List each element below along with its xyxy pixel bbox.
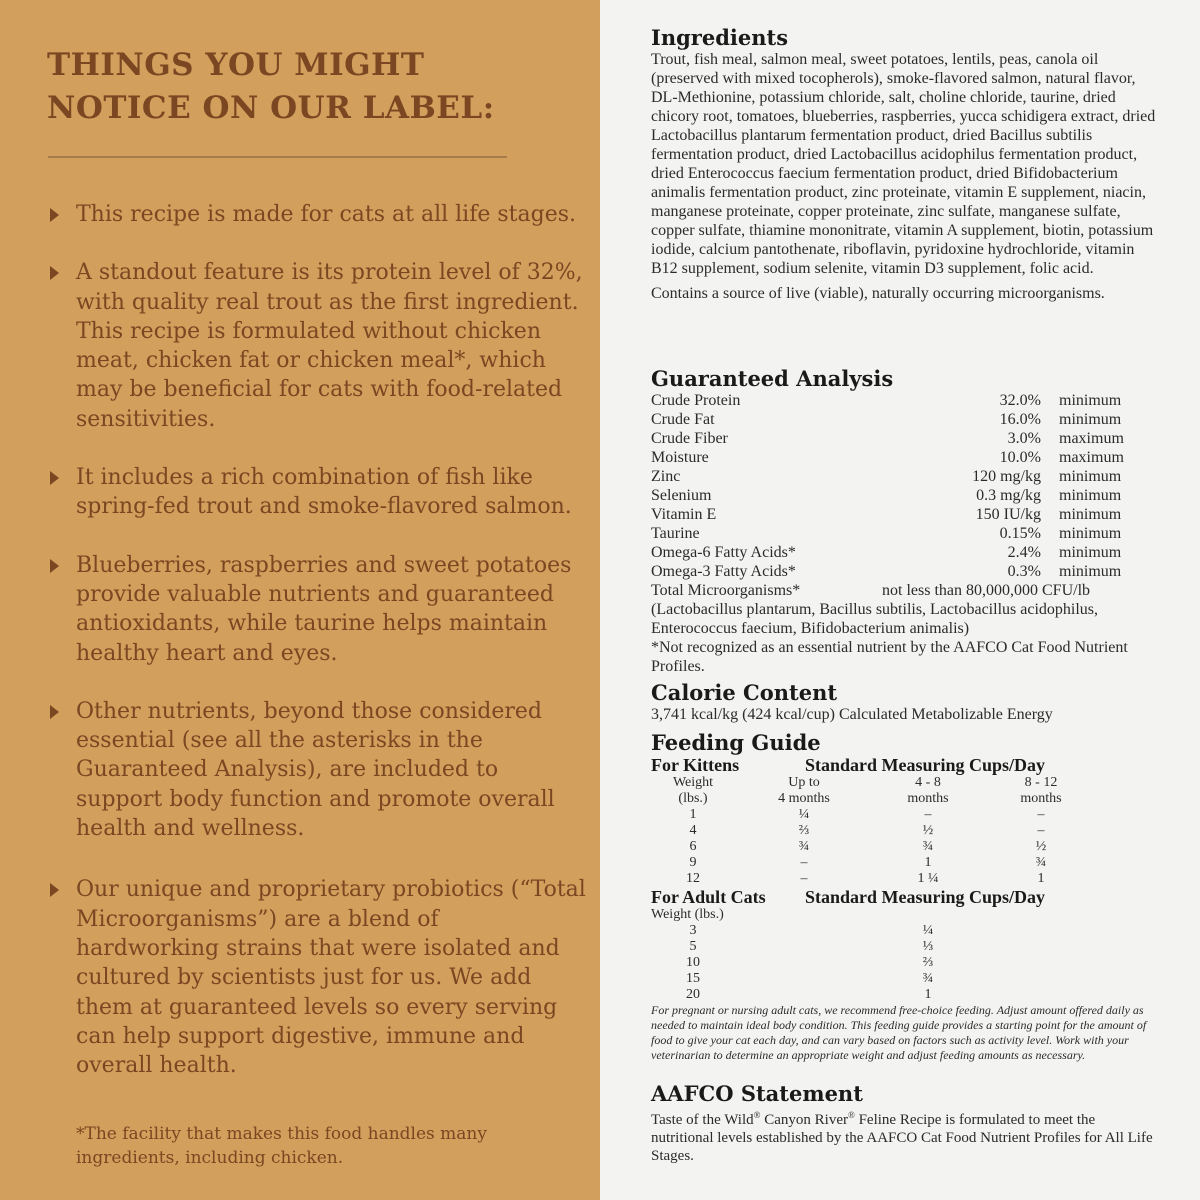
analysis-name: Taurine bbox=[651, 525, 700, 542]
analysis-value: 0.15% bbox=[999, 525, 1041, 542]
analysis-qualifier: minimum bbox=[1059, 392, 1122, 409]
microorganisms-note: Contains a source of live (viable), naturally occurring microorganisms. bbox=[651, 285, 1105, 302]
kitten-col-header bbox=[651, 791, 1161, 807]
col-header: months bbox=[1020, 791, 1062, 806]
col-header: Weight (lbs.) bbox=[651, 907, 724, 922]
title-divider bbox=[48, 156, 507, 158]
analysis-qualifier: maximum bbox=[1059, 449, 1124, 466]
feature-text: Other nutrients, beyond those considered essential (see all the asterisks in the Guaranteed Analysis), are included to support body function and promote overall health and wellness. bbox=[76, 698, 555, 842]
feature-item bbox=[48, 697, 588, 843]
table-cell: ¾ bbox=[798, 839, 810, 854]
ingredients-section bbox=[651, 26, 1161, 303]
table-cell: 1 bbox=[1037, 871, 1045, 886]
analysis-value: 150 IU/kg bbox=[975, 506, 1041, 523]
col-header: months bbox=[907, 791, 949, 806]
kitten-rows bbox=[651, 807, 1161, 887]
feature-item bbox=[48, 875, 588, 1080]
kitten-table bbox=[651, 775, 1161, 887]
kitten-col-header bbox=[651, 775, 1161, 791]
aafco-text bbox=[651, 1106, 1161, 1165]
analysis-name: Selenium bbox=[651, 487, 712, 504]
analysis-row bbox=[651, 429, 1161, 448]
analysis-name: Vitamin E bbox=[651, 506, 717, 523]
table-cell: – bbox=[800, 855, 808, 870]
adults-label: For Adult Cats bbox=[651, 887, 766, 907]
table-cell: ⅔ bbox=[922, 955, 934, 970]
table-cell: ¾ bbox=[1035, 855, 1047, 870]
ingredients-heading: Ingredients bbox=[651, 25, 789, 50]
analysis-value: 0.3 mg/kg bbox=[976, 487, 1041, 504]
triangle-bullet-icon bbox=[50, 559, 59, 573]
analysis-qualifier: minimum bbox=[1059, 563, 1122, 580]
analysis-name: Crude Fat bbox=[651, 411, 715, 428]
label-panel bbox=[600, 0, 1200, 1200]
col-header: 8 - 12 bbox=[1024, 775, 1058, 790]
table-cell: ¾ bbox=[922, 971, 934, 986]
feature-text: Our unique and proprietary probiotics (“Total Microorganisms”) are a blend of hardworking strains that were isolated and cultured by scientists just for us. We add them at guaranteed levels so every serving can help support digestive, immune and overall health. bbox=[76, 877, 586, 1079]
microorganism-strains: (Lactobacillus plantarum, Bacillus subtilis, Lactobacillus acidophilus, Enterococcus faecium, Bifidobacterium animalis) bbox=[651, 601, 1099, 637]
feature-text: This recipe is made for cats at all life stages. bbox=[76, 202, 576, 227]
kittens-header bbox=[651, 755, 1161, 775]
table-cell: 5 bbox=[689, 939, 697, 954]
triangle-bullet-icon bbox=[50, 705, 59, 719]
feature-text: It includes a rich combination of fish like spring-fed trout and smoke-flavored salmon. bbox=[76, 465, 572, 520]
cups-label: Standard Measuring Cups/Day bbox=[805, 755, 1046, 775]
table-cell: 1 bbox=[924, 855, 932, 870]
kittens-label: For Kittens bbox=[651, 755, 740, 775]
analysis-qualifier: minimum bbox=[1059, 506, 1122, 523]
analysis-name: Crude Protein bbox=[651, 392, 741, 409]
analysis-table bbox=[651, 391, 1161, 581]
col-header: 4 - 8 bbox=[915, 775, 941, 790]
table-cell: ½ bbox=[1035, 839, 1047, 854]
feature-item bbox=[48, 463, 588, 522]
left-title-line1: THINGS YOU MIGHT bbox=[47, 47, 425, 83]
analysis-heading: Guaranteed Analysis bbox=[651, 366, 894, 391]
table-cell: 1 bbox=[924, 987, 932, 1002]
analysis-qualifier: minimum bbox=[1059, 525, 1122, 542]
analysis-row bbox=[651, 448, 1161, 467]
adult-row bbox=[651, 923, 1161, 939]
adult-row bbox=[651, 987, 1161, 1003]
table-cell: – bbox=[924, 807, 932, 822]
adult-row bbox=[651, 939, 1161, 955]
feature-list bbox=[48, 200, 588, 1109]
analysis-row bbox=[651, 524, 1161, 543]
feature-text: A standout feature is its protein level of 32%, with quality real trout as the first ingredient. This recipe is formulated without chicken meat, chicken fat or chicken meal*, which may be beneficial for cats with food-related sensitivities. bbox=[76, 260, 583, 432]
adult-table bbox=[651, 907, 1161, 1003]
table-cell: 20 bbox=[686, 987, 700, 1002]
table-cell: ¼ bbox=[798, 807, 810, 822]
col-header: Up to bbox=[788, 775, 820, 790]
analysis-row bbox=[651, 562, 1161, 581]
aafco-nutrient-note: *Not recognized as an essential nutrient by the AAFCO Cat Food Nutrient Profiles. bbox=[651, 639, 1128, 675]
analysis-row bbox=[651, 581, 1161, 600]
table-cell: ¼ bbox=[922, 923, 934, 938]
analysis-value: 10.0% bbox=[999, 449, 1041, 466]
feeding-note: For pregnant or nursing adult cats, we recommend free-choice feeding. Adjust amount offered daily as needed to maintain ideal body condition. This feeding guide provides a starting point for the amount of food to give your cat each day, and can vary based on factors such as activity level. Work with your veterinarian to determine an appropriate weight and adjust feeding amounts as necessary. bbox=[651, 1003, 1147, 1062]
feature-item bbox=[48, 258, 588, 434]
calorie-heading: Calorie Content bbox=[651, 680, 838, 705]
analysis-qualifier: minimum bbox=[1059, 411, 1122, 428]
aafco-statement: Feline Recipe is formulated to meet the nutritional levels established by the AAFCO Cat Food Nutrient Profiles for All Life Stages. bbox=[651, 1112, 1153, 1164]
table-cell: 1 bbox=[689, 807, 697, 822]
aafco-section bbox=[651, 1082, 1161, 1165]
adult-row bbox=[651, 971, 1161, 987]
analysis-qualifier: minimum bbox=[1059, 544, 1122, 561]
table-cell: 1 ¼ bbox=[917, 871, 939, 886]
table-cell: – bbox=[800, 871, 808, 886]
analysis-name: Moisture bbox=[651, 449, 709, 466]
analysis-row bbox=[651, 486, 1161, 505]
table-cell: ⅔ bbox=[798, 823, 810, 838]
adult-row bbox=[651, 955, 1161, 971]
feature-item bbox=[48, 551, 588, 668]
table-cell: 3 bbox=[689, 923, 697, 938]
feature-item bbox=[48, 200, 588, 229]
triangle-bullet-icon bbox=[50, 471, 59, 485]
kitten-row bbox=[651, 807, 1161, 823]
table-cell: 9 bbox=[689, 855, 697, 870]
table-cell: ⅓ bbox=[922, 939, 934, 954]
analysis-name: Omega-6 Fatty Acids* bbox=[651, 544, 796, 561]
analysis-row bbox=[651, 543, 1161, 562]
analysis-value: 3.0% bbox=[1007, 430, 1041, 447]
analysis-value: 16.0% bbox=[999, 411, 1041, 428]
analysis-row bbox=[651, 505, 1161, 524]
left-title bbox=[47, 44, 567, 130]
table-cell: ½ bbox=[922, 823, 934, 838]
feature-text: Blueberries, raspberries and sweet potatoes provide valuable nutrients and guaranteed antioxidants, while taurine helps maintain healthy heart and eyes. bbox=[76, 552, 572, 666]
analysis-name: Total Microorganisms* bbox=[651, 582, 801, 599]
adult-rows bbox=[651, 923, 1161, 1003]
kitten-row bbox=[651, 871, 1161, 887]
cups-label: Standard Measuring Cups/Day bbox=[805, 887, 1046, 907]
analysis-value: 120 mg/kg bbox=[972, 468, 1041, 485]
triangle-bullet-icon bbox=[50, 208, 59, 222]
analysis-row bbox=[651, 410, 1161, 429]
aafco-heading: AAFCO Statement bbox=[651, 1081, 863, 1106]
calorie-text: 3,741 kcal/kg (424 kcal/cup) Calculated Metabolizable Energy bbox=[651, 706, 1053, 723]
table-cell: 4 bbox=[689, 823, 697, 838]
analysis-row bbox=[651, 467, 1161, 486]
table-cell: 10 bbox=[686, 955, 700, 970]
kitten-row bbox=[651, 839, 1161, 855]
registered-mark: ® bbox=[753, 1110, 761, 1120]
adult-col-header bbox=[651, 907, 1161, 923]
col-header: Weight bbox=[672, 775, 714, 790]
table-cell: – bbox=[1037, 823, 1045, 838]
guaranteed-analysis-section bbox=[651, 367, 1161, 676]
table-cell: 6 bbox=[689, 839, 697, 854]
left-title-line2: NOTICE ON OUR LABEL: bbox=[47, 90, 495, 126]
triangle-bullet-icon bbox=[50, 883, 59, 897]
table-cell: 15 bbox=[686, 971, 700, 986]
calorie-section bbox=[651, 681, 1161, 724]
aafco-product: Canyon River bbox=[760, 1112, 848, 1128]
analysis-value: 32.0% bbox=[999, 392, 1041, 409]
registered-mark: ® bbox=[847, 1110, 855, 1120]
adults-header bbox=[651, 887, 1161, 907]
feeding-heading: Feeding Guide bbox=[651, 730, 821, 755]
kitten-row bbox=[651, 855, 1161, 871]
col-header: (lbs.) bbox=[678, 791, 708, 806]
analysis-value: not less than 80,000,000 CFU/lb bbox=[882, 582, 1091, 599]
table-cell: – bbox=[1037, 807, 1045, 822]
feeding-guide-section bbox=[651, 731, 1161, 1063]
table-cell: ¾ bbox=[922, 839, 934, 854]
facility-footnote: *The facility that makes this food handles many ingredients, including chicken. bbox=[76, 1124, 487, 1168]
analysis-name: Zinc bbox=[651, 468, 681, 485]
kitten-row bbox=[651, 823, 1161, 839]
triangle-bullet-icon bbox=[50, 266, 59, 280]
col-header: 4 months bbox=[778, 791, 830, 806]
analysis-qualifier: minimum bbox=[1059, 487, 1122, 504]
analysis-qualifier: maximum bbox=[1059, 430, 1124, 447]
analysis-name: Omega-3 Fatty Acids* bbox=[651, 563, 796, 580]
ingredients-text: Trout, fish meal, salmon meal, sweet potatoes, lentils, peas, canola oil (preserved with mixed tocopherols), smoke-flavored salmon, natural flavor, DL-Methionine, potassium chloride, salt, choline chloride, taurine, dried chicory root, tomatoes, blueberries, raspberries, yucca schidigera extract, dried Lactobacillus plantarum fermentation product, dried Bacillus subtilis fermentation product, dried Lactobacillus acidophilus fermentation product, dried Enterococcus faecium fermentation product, dried Bifidobacterium animalis fermentation product, zinc proteinate, vitamin E supplement, niacin, manganese proteinate, copper proteinate, zinc sulfate, manganese sulfate, copper sulfate, thiamine mononitrate, vitamin A supplement, biotin, potassium iodide, calcium pantothenate, riboflavin, pyridoxine hydrochloride, vitamin B12 supplement, sodium selenite, vitamin D3 supplement, folic acid. bbox=[651, 51, 1156, 277]
aafco-brand: Taste of the Wild bbox=[651, 1112, 754, 1128]
analysis-name: Crude Fiber bbox=[651, 430, 728, 447]
analysis-value: 2.4% bbox=[1007, 544, 1041, 561]
analysis-qualifier: minimum bbox=[1059, 468, 1122, 485]
analysis-row bbox=[651, 391, 1161, 410]
analysis-value: 0.3% bbox=[1007, 563, 1041, 580]
table-cell: 12 bbox=[686, 871, 700, 886]
